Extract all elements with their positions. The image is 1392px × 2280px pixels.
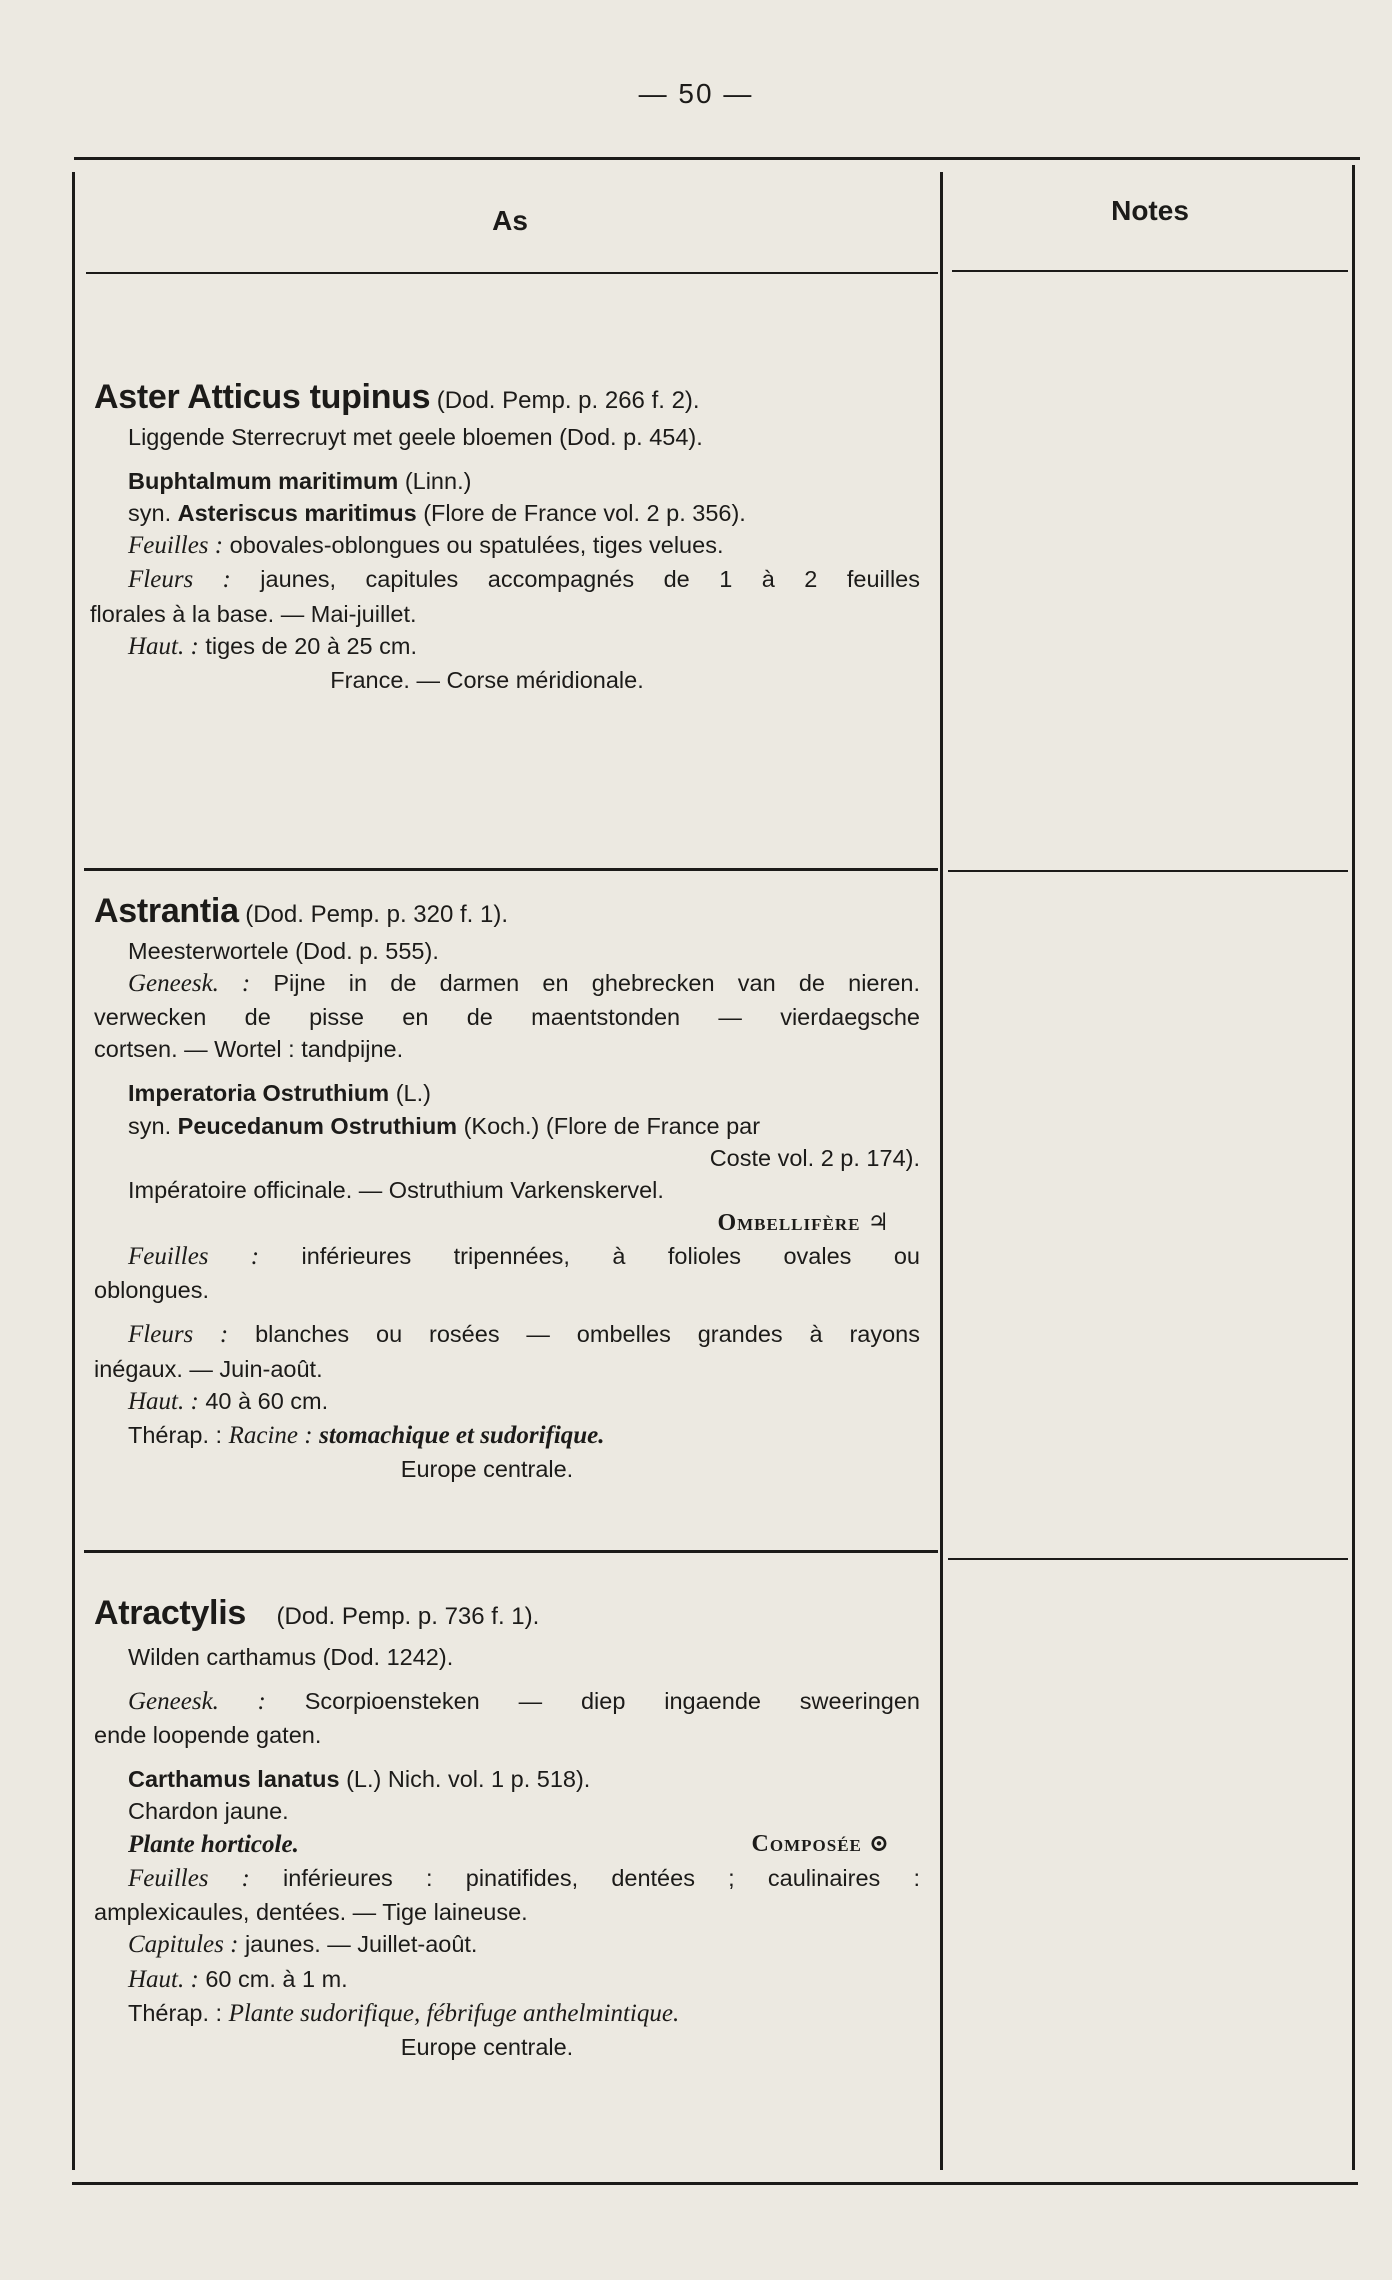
haut-text: 60 cm. à 1 m. [205, 1965, 348, 1992]
synonym-reference-cont: Coste vol. 2 p. 174). [709, 1144, 920, 1171]
common-names: Chardon jaune. [128, 1798, 289, 1825]
syn-prefix: syn. [128, 1112, 172, 1139]
feuilles-text: inférieures tripennées, à folioles ovales ou [301, 1243, 920, 1270]
fleurs-text-cont: inégaux. — Juin-août. [94, 1355, 323, 1382]
geneesk-text: Pijne in de darmen en ghebrecken van de nieren. [273, 969, 921, 996]
row-rule-2-notes [948, 1558, 1348, 1560]
plante-note: Plante horticole. [128, 1830, 299, 1858]
geneesk-text-cont: verwecken de pisse en de maentstonden — vierdaegsche [94, 1004, 920, 1031]
dodoens-reference: (Dod. Pemp. p. 736 f. 1). [276, 1603, 540, 1630]
table-left-border [72, 172, 75, 2170]
feuilles-label: Feuilles : [128, 532, 224, 560]
entry-atractylis [94, 1590, 920, 2063]
genus-title: Atractylis [94, 1594, 246, 1632]
feuilles-text-cont: amplexicaules, dentées. — Tige laineuse. [94, 1899, 528, 1926]
geneesk-text-end: cortsen. — Wortel : tandpijne. [94, 1036, 404, 1063]
geneesk-label: Geneesk. : [128, 969, 251, 997]
geneesk-label: Geneesk. : [128, 1687, 266, 1715]
genus-title: Aster Atticus tupinus [94, 378, 431, 416]
capitules-text: jaunes. — Juillet-août. [244, 1931, 478, 1958]
table-bottom-border [72, 2182, 1358, 2185]
column-header-as: As [492, 205, 528, 236]
family-name: Composée ⊙ [751, 1830, 890, 1857]
entry-astrantia [94, 888, 920, 1486]
common-names: Impératoire officinale. — Ostruthium Varkenskervel. [128, 1176, 664, 1203]
row-rule-2-as [84, 1550, 938, 1553]
synonym-name: Asteriscus maritimus [177, 499, 417, 526]
haut-label: Haut. : [128, 1387, 199, 1415]
synonym-reference: (Flore de France vol. 2 p. 356). [423, 499, 746, 526]
species-name: Buphtalmum maritimum [128, 467, 399, 494]
therap-text: stomachique et sudorifique. [319, 1422, 605, 1450]
haut-label: Haut. : [128, 632, 199, 660]
dodoens-reference: (Dod. Pemp. p. 320 f. 1). [245, 901, 509, 928]
species-name: Carthamus lanatus [128, 1766, 340, 1793]
fleurs-text: blanches ou rosées — ombelles grandes à rayons [255, 1321, 920, 1348]
genus-title: Astrantia [94, 892, 239, 930]
dodoens-reference: (Dod. Pemp. p. 266 f. 2). [436, 387, 700, 414]
therap-text: Plante sudorifique, fébrifuge anthelmintique. [228, 1999, 680, 2027]
feuilles-text: inférieures : pinatifides, dentées ; caulinaires : [283, 1864, 921, 1891]
fleurs-text-cont: florales à la base. — Mai-juillet. [90, 600, 417, 627]
species-author: (L.) Nich. vol. 1 p. 518). [346, 1766, 591, 1793]
haut-text: tiges de 20 à 25 cm. [205, 632, 417, 659]
row-rule-1-notes [948, 870, 1348, 872]
table-column-divider [940, 172, 943, 2170]
feuilles-label: Feuilles : [128, 1864, 250, 1892]
synonym-name: Peucedanum Ostruthium [177, 1112, 458, 1139]
species-name: Imperatoria Ostruthium [128, 1080, 390, 1107]
therap-label: Thérap. : [128, 1422, 223, 1449]
haut-text: 40 à 60 cm. [205, 1387, 329, 1414]
syn-prefix: syn. [128, 499, 172, 526]
table-right-border [1352, 165, 1355, 2170]
feuilles-label: Feuilles : [128, 1243, 260, 1271]
dutch-name-line: Liggende Sterrecruyt met geele bloemen (Dod. p. 454). [128, 423, 703, 450]
therap-label: Thérap. : [128, 1999, 223, 2026]
dutch-name-line: Meesterwortele (Dod. p. 555). [128, 937, 439, 964]
therap-part-label: Racine : [228, 1422, 313, 1450]
fleurs-text: jaunes, capitules accompagnés de 1 à 2 feuilles [260, 566, 920, 593]
geneesk-text: Scorpioensteken — diep ingaende sweeringen [304, 1687, 920, 1714]
entry-aster [90, 374, 920, 696]
synonym-reference: (Koch.) (Flore de France par [463, 1112, 761, 1139]
header-rule-as [86, 272, 938, 274]
header-rule-notes [952, 270, 1348, 272]
haut-label: Haut. : [128, 1965, 199, 1993]
table-top-border [74, 157, 1360, 160]
row-rule-1-as [84, 868, 938, 871]
dutch-name-line: Wilden carthamus (Dod. 1242). [128, 1643, 454, 1670]
fleurs-label: Fleurs : [128, 566, 231, 594]
species-author: (Linn.) [404, 467, 472, 494]
fleurs-label: Fleurs : [128, 1321, 229, 1349]
family-name: Ombellifère ♃ [717, 1210, 890, 1237]
species-author: (L.) [395, 1080, 431, 1107]
region-text: France. — Corse méridionale. [330, 667, 644, 694]
feuilles-text-cont: oblongues. [94, 1277, 209, 1304]
region-text: Europe centrale. [400, 2034, 574, 2061]
region-text: Europe centrale. [400, 1456, 574, 1483]
column-header-notes: Notes [1111, 195, 1189, 226]
feuilles-text: obovales-oblongues ou spatulées, tiges velues. [229, 532, 724, 559]
capitules-label: Capitules : [128, 1931, 239, 1959]
geneesk-text-cont: ende loopende gaten. [94, 1722, 322, 1749]
page-number: — 50 — [638, 78, 754, 109]
